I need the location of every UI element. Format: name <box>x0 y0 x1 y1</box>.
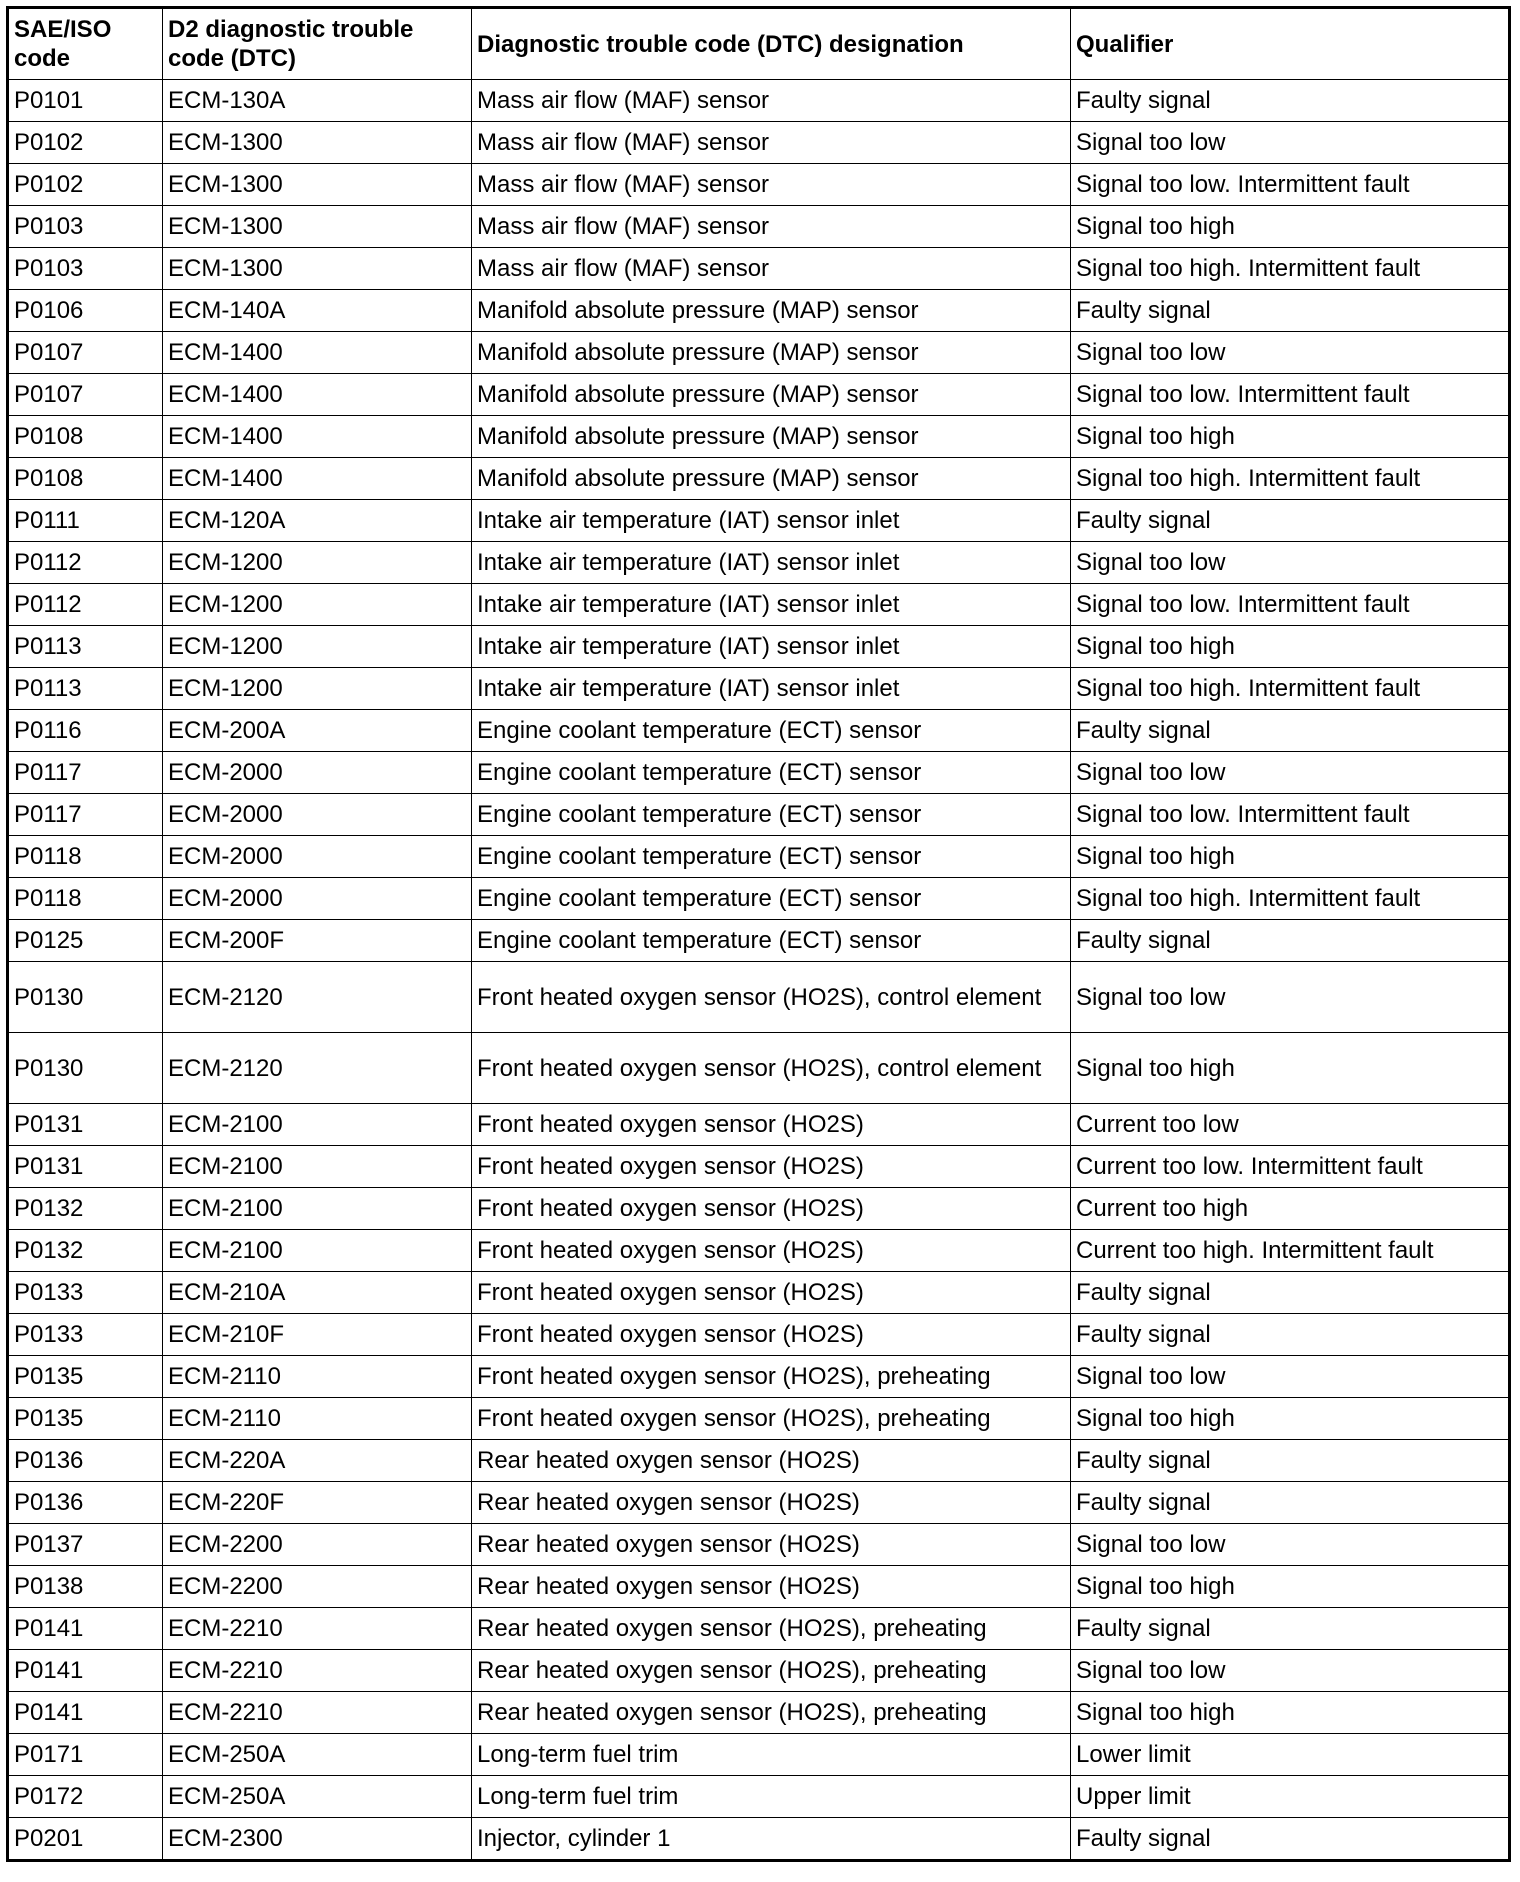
table-row <box>8 1398 1510 1440</box>
table-row <box>8 500 1510 542</box>
table-row <box>8 836 1510 878</box>
cell-sae-iso-code: P0112 <box>8 584 163 626</box>
cell-sae-iso-code: P0117 <box>8 794 163 836</box>
cell-sae-iso-code: P0141 <box>8 1692 163 1734</box>
cell-qualifier: Faulty signal <box>1071 500 1510 542</box>
cell-d2-dtc: ECM-1200 <box>163 584 472 626</box>
cell-sae-iso-code: P0116 <box>8 710 163 752</box>
cell-dtc-designation: Front heated oxygen sensor (HO2S) <box>472 1104 1071 1146</box>
cell-d2-dtc: ECM-2200 <box>163 1566 472 1608</box>
table-header-row <box>8 8 1510 80</box>
cell-qualifier: Signal too low <box>1071 332 1510 374</box>
cell-sae-iso-code: P0111 <box>8 500 163 542</box>
table-row <box>8 1230 1510 1272</box>
cell-qualifier: Lower limit <box>1071 1734 1510 1776</box>
cell-sae-iso-code: P0113 <box>8 626 163 668</box>
cell-qualifier: Faulty signal <box>1071 920 1510 962</box>
cell-qualifier: Faulty signal <box>1071 290 1510 332</box>
cell-d2-dtc: ECM-2210 <box>163 1608 472 1650</box>
cell-qualifier: Signal too high <box>1071 206 1510 248</box>
table-row <box>8 458 1510 500</box>
cell-dtc-designation: Rear heated oxygen sensor (HO2S) <box>472 1482 1071 1524</box>
cell-qualifier: Signal too low. Intermittent fault <box>1071 584 1510 626</box>
table-row <box>8 122 1510 164</box>
cell-qualifier: Signal too high <box>1071 836 1510 878</box>
table-row <box>8 668 1510 710</box>
cell-d2-dtc: ECM-2100 <box>163 1146 472 1188</box>
header-sae-iso-code: SAE/ISO code <box>8 8 163 80</box>
cell-d2-dtc: ECM-120A <box>163 500 472 542</box>
table-row <box>8 1146 1510 1188</box>
cell-d2-dtc: ECM-2300 <box>163 1818 472 1861</box>
cell-sae-iso-code: P0106 <box>8 290 163 332</box>
cell-d2-dtc: ECM-2100 <box>163 1230 472 1272</box>
cell-sae-iso-code: P0103 <box>8 248 163 290</box>
table-row <box>8 1188 1510 1230</box>
cell-dtc-designation: Long-term fuel trim <box>472 1734 1071 1776</box>
cell-dtc-designation: Front heated oxygen sensor (HO2S), control element <box>472 962 1071 1033</box>
cell-dtc-designation: Front heated oxygen sensor (HO2S), control element <box>472 1033 1071 1104</box>
table-row <box>8 1272 1510 1314</box>
cell-sae-iso-code: P0130 <box>8 962 163 1033</box>
cell-qualifier: Signal too low <box>1071 962 1510 1033</box>
cell-d2-dtc: ECM-140A <box>163 290 472 332</box>
cell-d2-dtc: ECM-1300 <box>163 206 472 248</box>
table-row <box>8 752 1510 794</box>
cell-qualifier: Signal too low <box>1071 1650 1510 1692</box>
cell-qualifier: Signal too low. Intermittent fault <box>1071 374 1510 416</box>
table-row <box>8 1608 1510 1650</box>
cell-dtc-designation: Intake air temperature (IAT) sensor inlet <box>472 500 1071 542</box>
cell-d2-dtc: ECM-2200 <box>163 1524 472 1566</box>
cell-dtc-designation: Long-term fuel trim <box>472 1776 1071 1818</box>
cell-sae-iso-code: P0101 <box>8 80 163 122</box>
cell-dtc-designation: Mass air flow (MAF) sensor <box>472 206 1071 248</box>
cell-d2-dtc: ECM-200F <box>163 920 472 962</box>
cell-sae-iso-code: P0125 <box>8 920 163 962</box>
cell-dtc-designation: Front heated oxygen sensor (HO2S), preheating <box>472 1398 1071 1440</box>
cell-dtc-designation: Manifold absolute pressure (MAP) sensor <box>472 458 1071 500</box>
cell-dtc-designation: Front heated oxygen sensor (HO2S) <box>472 1272 1071 1314</box>
cell-qualifier: Signal too low <box>1071 542 1510 584</box>
cell-d2-dtc: ECM-2000 <box>163 752 472 794</box>
table-row <box>8 794 1510 836</box>
cell-d2-dtc: ECM-1300 <box>163 164 472 206</box>
table-row <box>8 710 1510 752</box>
cell-dtc-designation: Manifold absolute pressure (MAP) sensor <box>472 332 1071 374</box>
cell-qualifier: Signal too low <box>1071 1524 1510 1566</box>
cell-qualifier: Current too high <box>1071 1188 1510 1230</box>
cell-sae-iso-code: P0131 <box>8 1104 163 1146</box>
cell-d2-dtc: ECM-2210 <box>163 1692 472 1734</box>
cell-sae-iso-code: P0107 <box>8 374 163 416</box>
cell-sae-iso-code: P0108 <box>8 416 163 458</box>
cell-qualifier: Signal too high. Intermittent fault <box>1071 668 1510 710</box>
cell-d2-dtc: ECM-250A <box>163 1776 472 1818</box>
cell-sae-iso-code: P0141 <box>8 1650 163 1692</box>
cell-dtc-designation: Rear heated oxygen sensor (HO2S), preheating <box>472 1650 1071 1692</box>
cell-sae-iso-code: P0137 <box>8 1524 163 1566</box>
header-qualifier: Qualifier <box>1071 8 1510 80</box>
cell-qualifier: Current too low. Intermittent fault <box>1071 1146 1510 1188</box>
table-row <box>8 1524 1510 1566</box>
cell-dtc-designation: Front heated oxygen sensor (HO2S) <box>472 1230 1071 1272</box>
cell-qualifier: Signal too high <box>1071 626 1510 668</box>
cell-qualifier: Faulty signal <box>1071 1482 1510 1524</box>
cell-sae-iso-code: P0132 <box>8 1230 163 1272</box>
cell-dtc-designation: Engine coolant temperature (ECT) sensor <box>472 836 1071 878</box>
cell-sae-iso-code: P0102 <box>8 122 163 164</box>
cell-dtc-designation: Intake air temperature (IAT) sensor inlet <box>472 542 1071 584</box>
table-row <box>8 1314 1510 1356</box>
cell-d2-dtc: ECM-1400 <box>163 416 472 458</box>
cell-qualifier: Signal too low <box>1071 752 1510 794</box>
cell-sae-iso-code: P0112 <box>8 542 163 584</box>
cell-d2-dtc: ECM-200A <box>163 710 472 752</box>
cell-sae-iso-code: P0171 <box>8 1734 163 1776</box>
cell-d2-dtc: ECM-1400 <box>163 332 472 374</box>
cell-dtc-designation: Manifold absolute pressure (MAP) sensor <box>472 290 1071 332</box>
cell-dtc-designation: Intake air temperature (IAT) sensor inlet <box>472 626 1071 668</box>
cell-d2-dtc: ECM-1300 <box>163 248 472 290</box>
cell-sae-iso-code: P0117 <box>8 752 163 794</box>
cell-qualifier: Signal too high <box>1071 1033 1510 1104</box>
cell-dtc-designation: Front heated oxygen sensor (HO2S) <box>472 1146 1071 1188</box>
cell-qualifier: Signal too high. Intermittent fault <box>1071 878 1510 920</box>
cell-sae-iso-code: P0118 <box>8 878 163 920</box>
cell-sae-iso-code: P0102 <box>8 164 163 206</box>
cell-qualifier: Faulty signal <box>1071 1440 1510 1482</box>
cell-dtc-designation: Front heated oxygen sensor (HO2S), preheating <box>472 1356 1071 1398</box>
cell-qualifier: Signal too low <box>1071 122 1510 164</box>
cell-dtc-designation: Intake air temperature (IAT) sensor inlet <box>472 668 1071 710</box>
cell-qualifier: Signal too low. Intermittent fault <box>1071 794 1510 836</box>
cell-d2-dtc: ECM-1200 <box>163 542 472 584</box>
cell-d2-dtc: ECM-2100 <box>163 1188 472 1230</box>
cell-dtc-designation: Engine coolant temperature (ECT) sensor <box>472 752 1071 794</box>
cell-dtc-designation: Mass air flow (MAF) sensor <box>472 122 1071 164</box>
cell-dtc-designation: Rear heated oxygen sensor (HO2S) <box>472 1440 1071 1482</box>
table-row <box>8 1033 1510 1104</box>
cell-d2-dtc: ECM-2000 <box>163 836 472 878</box>
table-row <box>8 1692 1510 1734</box>
cell-sae-iso-code: P0135 <box>8 1356 163 1398</box>
cell-qualifier: Faulty signal <box>1071 1272 1510 1314</box>
table-row <box>8 962 1510 1033</box>
cell-qualifier: Signal too low <box>1071 1356 1510 1398</box>
cell-dtc-designation: Manifold absolute pressure (MAP) sensor <box>472 416 1071 458</box>
cell-dtc-designation: Engine coolant temperature (ECT) sensor <box>472 920 1071 962</box>
cell-d2-dtc: ECM-1400 <box>163 374 472 416</box>
cell-d2-dtc: ECM-1400 <box>163 458 472 500</box>
table-row <box>8 290 1510 332</box>
cell-sae-iso-code: P0136 <box>8 1482 163 1524</box>
cell-d2-dtc: ECM-130A <box>163 80 472 122</box>
table-row <box>8 1650 1510 1692</box>
cell-d2-dtc: ECM-210F <box>163 1314 472 1356</box>
table-row <box>8 416 1510 458</box>
table-row <box>8 1818 1510 1861</box>
cell-d2-dtc: ECM-2100 <box>163 1104 472 1146</box>
cell-qualifier: Faulty signal <box>1071 1818 1510 1861</box>
cell-qualifier: Signal too high <box>1071 1566 1510 1608</box>
table-row <box>8 584 1510 626</box>
cell-d2-dtc: ECM-2000 <box>163 794 472 836</box>
cell-sae-iso-code: P0103 <box>8 206 163 248</box>
table-body <box>8 80 1510 1861</box>
cell-d2-dtc: ECM-250A <box>163 1734 472 1776</box>
cell-d2-dtc: ECM-2210 <box>163 1650 472 1692</box>
cell-dtc-designation: Rear heated oxygen sensor (HO2S), preheating <box>472 1692 1071 1734</box>
table-row <box>8 626 1510 668</box>
cell-qualifier: Signal too high. Intermittent fault <box>1071 458 1510 500</box>
cell-d2-dtc: ECM-1200 <box>163 668 472 710</box>
cell-qualifier: Faulty signal <box>1071 80 1510 122</box>
cell-dtc-designation: Rear heated oxygen sensor (HO2S) <box>472 1524 1071 1566</box>
cell-qualifier: Signal too high <box>1071 416 1510 458</box>
table-row <box>8 878 1510 920</box>
cell-dtc-designation: Manifold absolute pressure (MAP) sensor <box>472 374 1071 416</box>
cell-dtc-designation: Rear heated oxygen sensor (HO2S), preheating <box>472 1608 1071 1650</box>
cell-dtc-designation: Front heated oxygen sensor (HO2S) <box>472 1314 1071 1356</box>
cell-dtc-designation: Mass air flow (MAF) sensor <box>472 248 1071 290</box>
table-row <box>8 1776 1510 1818</box>
cell-dtc-designation: Mass air flow (MAF) sensor <box>472 164 1071 206</box>
dtc-table <box>6 6 1511 1862</box>
cell-dtc-designation: Rear heated oxygen sensor (HO2S) <box>472 1566 1071 1608</box>
cell-d2-dtc: ECM-220A <box>163 1440 472 1482</box>
cell-qualifier: Current too low <box>1071 1104 1510 1146</box>
cell-d2-dtc: ECM-2000 <box>163 878 472 920</box>
table-row <box>8 248 1510 290</box>
cell-qualifier: Faulty signal <box>1071 710 1510 752</box>
table-row <box>8 1734 1510 1776</box>
cell-d2-dtc: ECM-2110 <box>163 1398 472 1440</box>
cell-sae-iso-code: P0130 <box>8 1033 163 1104</box>
cell-dtc-designation: Intake air temperature (IAT) sensor inlet <box>472 584 1071 626</box>
cell-qualifier: Signal too low. Intermittent fault <box>1071 164 1510 206</box>
cell-d2-dtc: ECM-2120 <box>163 962 472 1033</box>
cell-dtc-designation: Engine coolant temperature (ECT) sensor <box>472 878 1071 920</box>
table-row <box>8 920 1510 962</box>
cell-sae-iso-code: P0136 <box>8 1440 163 1482</box>
cell-qualifier: Faulty signal <box>1071 1314 1510 1356</box>
cell-sae-iso-code: P0108 <box>8 458 163 500</box>
table-row <box>8 206 1510 248</box>
cell-d2-dtc: ECM-1200 <box>163 626 472 668</box>
cell-d2-dtc: ECM-2110 <box>163 1356 472 1398</box>
table-row <box>8 1440 1510 1482</box>
cell-sae-iso-code: P0138 <box>8 1566 163 1608</box>
cell-dtc-designation: Engine coolant temperature (ECT) sensor <box>472 710 1071 752</box>
cell-sae-iso-code: P0113 <box>8 668 163 710</box>
cell-d2-dtc: ECM-210A <box>163 1272 472 1314</box>
cell-dtc-designation: Mass air flow (MAF) sensor <box>472 80 1071 122</box>
table-row <box>8 374 1510 416</box>
cell-qualifier: Upper limit <box>1071 1776 1510 1818</box>
cell-sae-iso-code: P0141 <box>8 1608 163 1650</box>
cell-qualifier: Signal too high. Intermittent fault <box>1071 248 1510 290</box>
cell-d2-dtc: ECM-2120 <box>163 1033 472 1104</box>
cell-sae-iso-code: P0133 <box>8 1314 163 1356</box>
cell-qualifier: Current too high. Intermittent fault <box>1071 1230 1510 1272</box>
cell-sae-iso-code: P0118 <box>8 836 163 878</box>
header-dtc-designation: Diagnostic trouble code (DTC) designation <box>472 8 1071 80</box>
table-row <box>8 542 1510 584</box>
cell-dtc-designation: Front heated oxygen sensor (HO2S) <box>472 1188 1071 1230</box>
cell-sae-iso-code: P0131 <box>8 1146 163 1188</box>
cell-dtc-designation: Engine coolant temperature (ECT) sensor <box>472 794 1071 836</box>
cell-d2-dtc: ECM-1300 <box>163 122 472 164</box>
cell-sae-iso-code: P0172 <box>8 1776 163 1818</box>
table-row <box>8 164 1510 206</box>
cell-sae-iso-code: P0201 <box>8 1818 163 1861</box>
table-row <box>8 332 1510 374</box>
cell-qualifier: Signal too high <box>1071 1398 1510 1440</box>
cell-sae-iso-code: P0133 <box>8 1272 163 1314</box>
table-row <box>8 1566 1510 1608</box>
header-d2-dtc: D2 diagnostic trouble code (DTC) <box>163 8 472 80</box>
table-row <box>8 80 1510 122</box>
cell-d2-dtc: ECM-220F <box>163 1482 472 1524</box>
table-row <box>8 1482 1510 1524</box>
table-row <box>8 1104 1510 1146</box>
cell-qualifier: Signal too high <box>1071 1692 1510 1734</box>
cell-sae-iso-code: P0107 <box>8 332 163 374</box>
cell-qualifier: Faulty signal <box>1071 1608 1510 1650</box>
cell-dtc-designation: Injector, cylinder 1 <box>472 1818 1071 1861</box>
table-row <box>8 1356 1510 1398</box>
cell-sae-iso-code: P0135 <box>8 1398 163 1440</box>
cell-sae-iso-code: P0132 <box>8 1188 163 1230</box>
